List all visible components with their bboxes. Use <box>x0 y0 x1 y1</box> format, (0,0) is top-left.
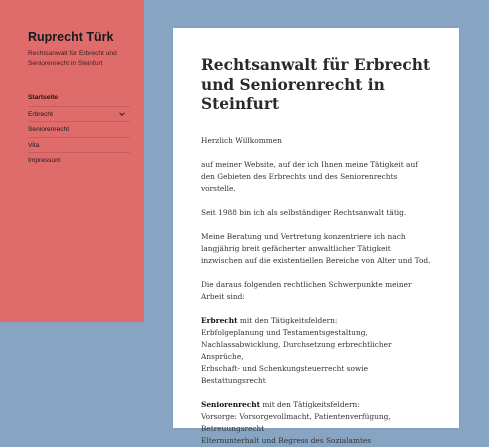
main-content <box>173 28 459 445</box>
chevron-down-icon[interactable] <box>118 110 126 118</box>
erbrecht-line: Erbfolgeplanung und Testamentsgestaltung, <box>201 327 368 337</box>
erbrecht-line: Nachlassabwicklung, Durchsetzung erbrechtlicher Ansprüche, <box>201 339 392 361</box>
nav-item-label: Seniorenrecht <box>28 126 70 134</box>
seniorenrecht-heading: Seniorenrecht <box>201 399 261 409</box>
nav-item-erbrecht[interactable] <box>28 106 130 122</box>
nav-item-seniorenrecht[interactable] <box>28 121 130 137</box>
nav-item-label: Impressum <box>28 157 61 165</box>
nav-item-startseite[interactable] <box>28 90 130 106</box>
nav-item-impressum[interactable] <box>28 152 130 168</box>
seniorenrecht-section <box>201 399 431 447</box>
sidebar <box>0 0 144 322</box>
intro-paragraph: auf meiner Website, auf der ich Ihnen meine Tätigkeit auf den Gebieten des Erbrechts und des Seniorenrechts vorstelle. <box>201 159 418 193</box>
erbrecht-heading: Erbrecht <box>201 315 238 325</box>
nav-item-label: Vita <box>28 141 40 149</box>
welcome-paragraph: Herzlich Willkommen <box>201 135 282 145</box>
erbrecht-intro: mit den Tätigkeitsfeldern: <box>237 315 338 325</box>
seniorenrecht-line: Elternunterhalt und Regress des Sozialamtes <box>201 435 372 445</box>
nav-item-label: Erbrecht <box>28 110 53 118</box>
nav-item-vita[interactable] <box>28 137 130 153</box>
seniorenrecht-intro: mit den Tätigkeitsfeldern: <box>260 399 360 409</box>
seniorenrecht-line: Betreuungsrecht <box>201 423 265 433</box>
nav-item-label: Startseite <box>28 94 59 102</box>
page-title: Rechtsanwalt für Erbrecht und Seniorenrecht in Steinfurt <box>201 56 431 113</box>
seniorenrecht-line: Vorsorge: Vorsorgevollmacht, Patientenverfügung, <box>201 411 391 421</box>
experience-paragraph: Seit 1988 bin ich als selbständiger Rechtsanwalt tätig. <box>201 207 407 217</box>
main-navigation <box>28 90 130 168</box>
erbrecht-line: Erbschaft- und Schenkungsteuerrecht sowie Bestattungsrecht <box>201 363 368 385</box>
erbrecht-section <box>201 315 431 387</box>
site-title-link[interactable]: Ruprecht Türk <box>28 30 114 44</box>
focus-paragraph: Meine Beratung und Vertretung konzentriere ich nach langjährig breit gefächerter anwaltlicher Tätigkeit inzwischen auf die existentiellen Bereiche von Alter und Tod. <box>201 231 431 265</box>
areas-paragraph: Die daraus folgenden rechtlichen Schwerpunkte meiner Arbeit sind: <box>201 279 412 301</box>
site-description: Rechtsanwalt für Erbrecht und Seniorenrecht in Steinfurt <box>28 50 117 67</box>
